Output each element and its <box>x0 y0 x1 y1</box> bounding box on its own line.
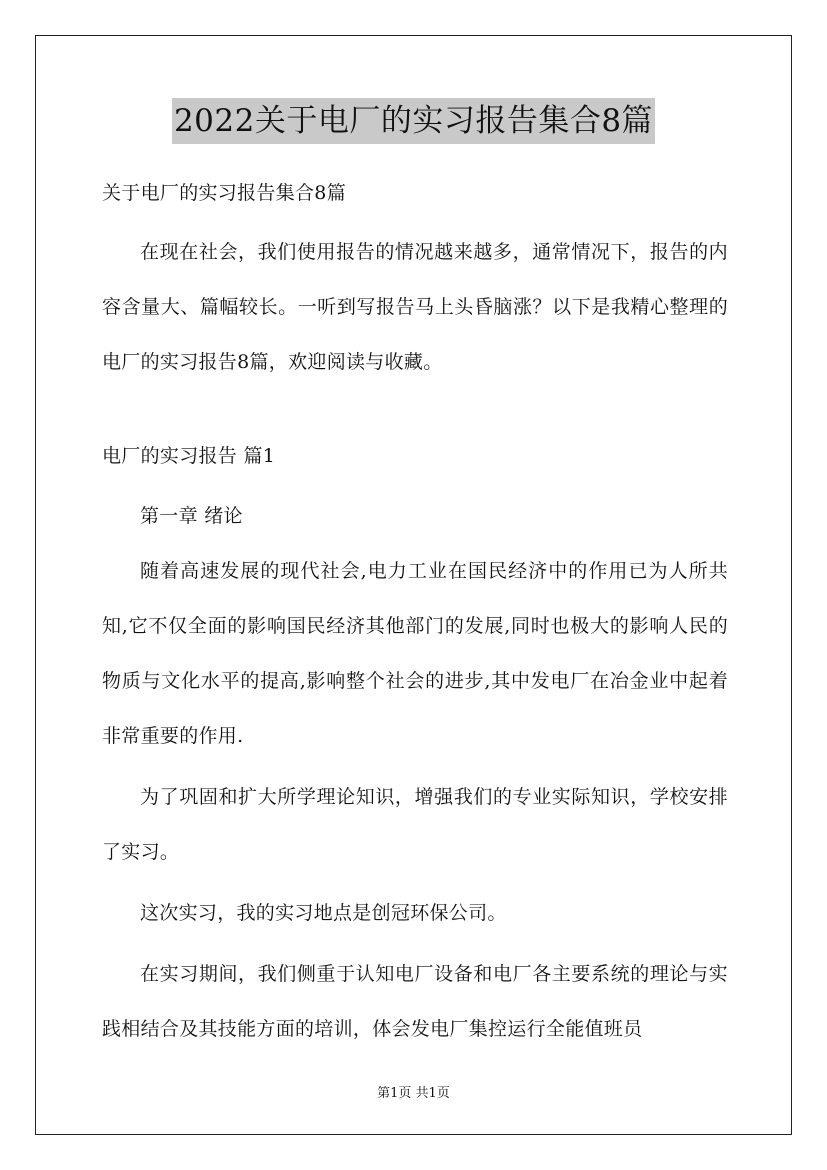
section-heading: 电厂的实习报告 篇1 <box>102 445 276 467</box>
body-paragraph-3: 这次实习，我的实习地点是创冠环保公司。 <box>140 902 507 924</box>
body-paragraph-4: 在实习期间，我们侧重于认知电厂设备和电厂各主要系统的理论与实践相结合及其技能方面的培训，体会发电厂集控运行全能值班员 <box>102 963 728 1040</box>
chapter-heading: 第一章 绪论 <box>140 505 243 527</box>
document-title: 2022关于电厂的实习报告集合8篇 <box>172 98 655 144</box>
intro-paragraph: 在现在社会，我们使用报告的情况越来越多，通常情况下，报告的内容含量大、篇幅较长。一听到写报告马上头昏脑涨？以下是我精心整理的电厂的实习报告8篇，欢迎阅读与收藏。 <box>102 241 728 373</box>
page-indicator: 第1页 共1页 <box>377 1086 450 1101</box>
document-body <box>102 173 728 1057</box>
document-subtitle: 关于电厂的实习报告集合8篇 <box>102 182 346 204</box>
page-footer <box>0 1082 827 1101</box>
title-container <box>0 98 827 144</box>
body-paragraph-2: 为了巩固和扩大所学理论知识，增强我们的专业实际知识，学校安排了实习。 <box>102 786 728 863</box>
body-paragraph-1: 随着高速发展的现代社会,电力工业在国民经济中的作用已为人所共知,它不仅全面的影响国民经济其他部门的发展,同时也极大的影响人民的物质与文化水平的提高,影响整个社会的进步,其中发电厂在冶金业中起着非常重要的作用. <box>102 560 728 747</box>
